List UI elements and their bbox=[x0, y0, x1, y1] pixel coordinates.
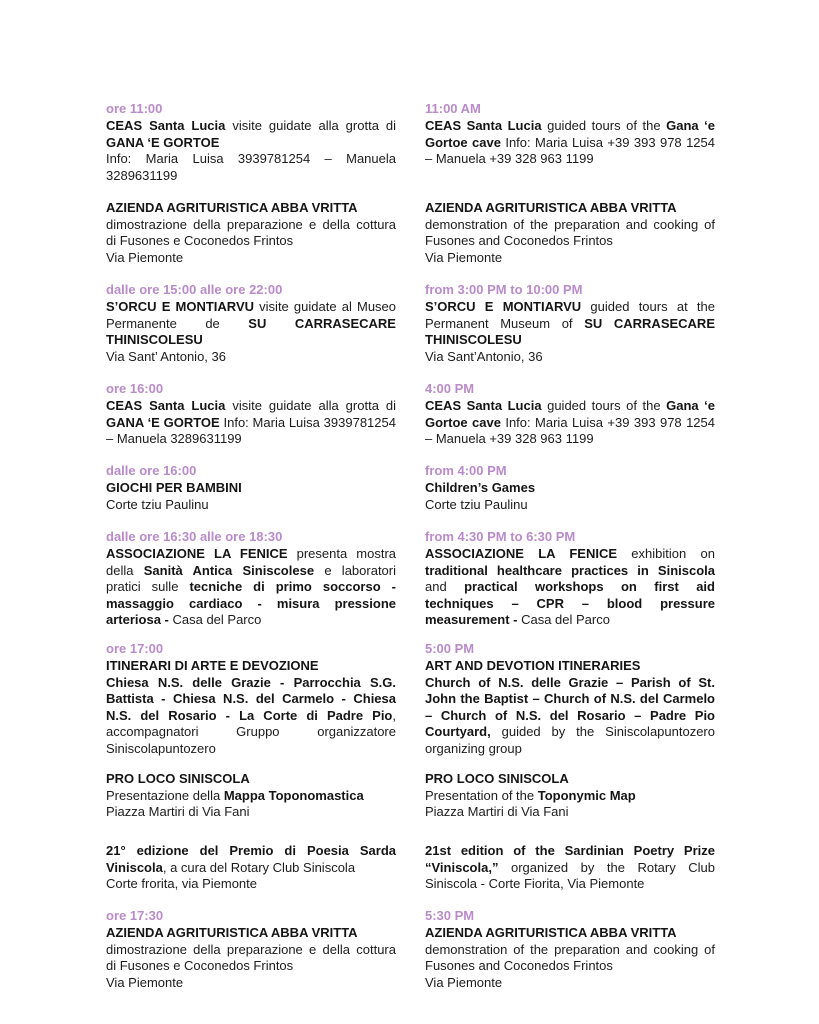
event-entry bbox=[106, 771, 396, 821]
event-place: Piazza Martiri di Via Fani bbox=[425, 804, 569, 819]
event-title: PRO LOCO SINISCOLA bbox=[425, 771, 569, 786]
event-time: dalle ore 16:00 bbox=[106, 463, 197, 478]
event-time: 4:00 PM bbox=[425, 381, 475, 396]
event-description: dimostrazione della preparazione e della cottura di Fusones e Coconedos Frintos bbox=[106, 941, 396, 973]
event-title: AZIENDA AGRITURISTICA ABBA VRITTA bbox=[425, 200, 677, 215]
event-entry bbox=[425, 771, 715, 821]
event-entry bbox=[106, 381, 396, 448]
event-time: 5:30 PM bbox=[425, 908, 475, 923]
event-title: ART AND DEVOTION ITINERARIES bbox=[425, 658, 641, 673]
event-entry bbox=[106, 529, 396, 629]
event-description: ASSOCIAZIONE LA FENICE presenta mostra della Sanità Antica Siniscolese e laboratori pratici sulle tecniche di primo soccorso - massaggio cardiaco - misura pressione arteriosa - Casa del Parco bbox=[106, 546, 397, 627]
event-entry bbox=[106, 200, 396, 266]
event-title: AZIENDA AGRITURISTICA ABBA VRITTA bbox=[425, 925, 677, 940]
event-description: Presentation of the Toponymic Map bbox=[425, 787, 636, 803]
event-description: Chiesa N.S. delle Grazie - Parrocchia S.G. Battista - Chiesa N.S. del Carmelo - Chiesa N.S. del Rosario - La Corte di Padre Pio, accompagnatori Gruppo organizzatore Siniscolapuntozero bbox=[106, 674, 396, 756]
event-entry bbox=[425, 200, 715, 266]
event-title: ITINERARI DI ARTE E DEVOZIONE bbox=[106, 658, 319, 673]
event-entry bbox=[425, 529, 715, 629]
event-place: Via Piemonte bbox=[425, 974, 503, 990]
event-place: Corte tziu Paulinu bbox=[106, 496, 209, 512]
event-description: 21st edition of the Sardinian Poetry Prize “Viniscola,” organized by the Rotary Club Siniscola - Corte Fiorita, Via Piemonte bbox=[425, 843, 715, 891]
event-entry bbox=[106, 282, 396, 365]
event-time: from 4:00 PM bbox=[425, 463, 507, 478]
event-description: CEAS Santa Lucia guided tours of the Gana ‘e Gortoe cave Info: Maria Luisa +39 393 978 1254 – Manuela +39 328 963 1199 bbox=[425, 118, 716, 166]
event-entry bbox=[106, 908, 396, 991]
event-description: S’ORCU E MONTIARVU guided tours at the Permanent Museum of SU CARRASECARE THINISCOLESU bbox=[425, 299, 715, 347]
event-place: Via Piemonte bbox=[106, 249, 184, 265]
event-entry bbox=[425, 641, 715, 757]
event-info: Info: Maria Luisa 3939781254 – Manuela 3289631199 bbox=[106, 151, 396, 183]
event-entry bbox=[425, 282, 715, 365]
event-time: from 3:00 PM to 10:00 PM bbox=[425, 282, 583, 297]
event-place: Via Sant’ Antonio, 36 bbox=[106, 348, 226, 364]
event-time: ore 11:00 bbox=[106, 101, 163, 116]
event-description: Church of N.S. delle Grazie – Parish of St. John the Baptist – Church of N.S. del Carmelo – Church of N.S. del Rosario – Padre Pio Courtyard, guided by the Siniscolapuntozero organizing group bbox=[425, 674, 715, 756]
event-title: GIOCHI PER BAMBINI bbox=[106, 480, 242, 495]
event-time: from 4:30 PM to 6:30 PM bbox=[425, 529, 576, 544]
event-description: ASSOCIAZIONE LA FENICE exhibition on traditional healthcare practices in Siniscola and practical workshops on first aid techniques – CPR – blood pressure measurement - Casa del Parco bbox=[425, 546, 715, 627]
event-description: 21° edizione del Premio di Poesia Sarda Viniscola, a cura del Rotary Club Siniscola bbox=[106, 843, 396, 875]
event-time: 11:00 AM bbox=[425, 101, 481, 116]
event-entry bbox=[425, 908, 715, 991]
event-description: demonstration of the preparation and cooking of Fusones and Coconedos Frintos bbox=[425, 941, 715, 973]
event-title: AZIENDA AGRITURISTICA ABBA VRITTA bbox=[106, 925, 358, 940]
event-title: AZIENDA AGRITURISTICA ABBA VRITTA bbox=[106, 200, 358, 215]
event-time: dalle ore 16:30 alle ore 18:30 bbox=[106, 529, 283, 544]
event-entry bbox=[425, 843, 715, 893]
event-description: Presentazione della Mappa Toponomastica bbox=[106, 787, 364, 803]
event-entry bbox=[106, 101, 396, 184]
event-title: Children’s Games bbox=[425, 480, 536, 495]
event-place: Via Piemonte bbox=[425, 249, 503, 265]
event-description: S’ORCU E MONTIARVU visite guidate al Museo Permanente de SU CARRASECARE THINISCOLESU bbox=[106, 299, 397, 347]
event-entry bbox=[106, 463, 396, 513]
event-title: PRO LOCO SINISCOLA bbox=[106, 771, 250, 786]
event-entry bbox=[425, 381, 715, 448]
event-place: Piazza Martiri di Via Fani bbox=[106, 804, 250, 819]
event-time: ore 17:30 bbox=[106, 908, 164, 923]
event-description: CEAS Santa Lucia visite guidate alla grotta di GANA ‘E GORTOE Info: Maria Luisa 3939781254 – Manuela 3289631199 bbox=[106, 398, 396, 446]
event-time: ore 16:00 bbox=[106, 381, 164, 396]
event-entry bbox=[106, 843, 396, 893]
event-place: Corte frorita, via Piemonte bbox=[106, 876, 258, 891]
event-entry bbox=[425, 463, 715, 513]
event-entry bbox=[106, 641, 396, 757]
event-place: Corte tziu Paulinu bbox=[425, 496, 528, 512]
event-time: ore 17:00 bbox=[106, 641, 164, 656]
event-time: dalle ore 15:00 alle ore 22:00 bbox=[106, 282, 283, 297]
event-entry bbox=[425, 101, 715, 168]
event-description: CEAS Santa Lucia guided tours of the Gana ‘e Gortoe cave Info: Maria Luisa +39 393 978 1254 – Manuela +39 328 963 1199 bbox=[425, 398, 716, 446]
event-description: dimostrazione della preparazione e della cottura di Fusones e Coconedos Frintos bbox=[106, 216, 396, 248]
event-place: Via Sant’Antonio, 36 bbox=[425, 348, 543, 364]
event-description: CEAS Santa Lucia visite guidate alla grotta di GANA ‘E GORTOE bbox=[106, 118, 396, 150]
event-time: 5:00 PM bbox=[425, 641, 475, 656]
event-description: demonstration of the preparation and cooking of Fusones and Coconedos Frintos bbox=[425, 216, 715, 248]
event-place: Via Piemonte bbox=[106, 974, 184, 990]
